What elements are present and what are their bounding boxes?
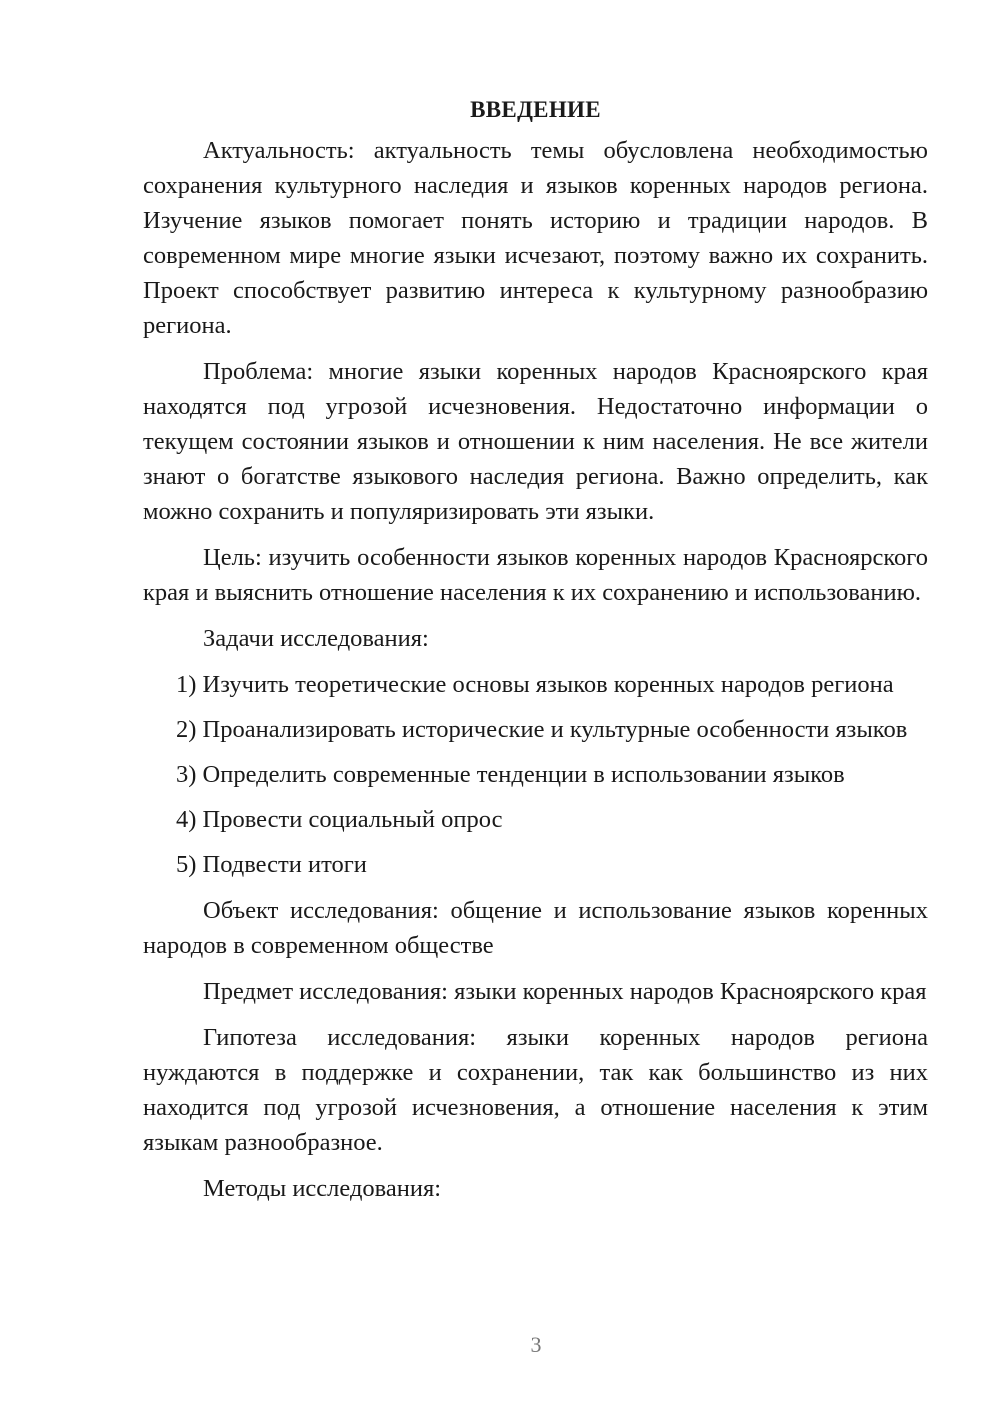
object-paragraph: Объект исследования: общение и использование языков коренных народов в современном обществе [143, 897, 928, 959]
methods-heading: Методы исследования: [203, 1175, 442, 1202]
task-item: 2) Проанализировать исторические и культурные особенности языков [176, 716, 908, 743]
problem-paragraph: Проблема: многие языки коренных народов Красноярского края находятся под угрозой исчезновения. Недостаточно информации о текущем состоянии языков и отношении к ним населения. Не все жители знают о богатстве языкового наследия региона. Важно определить, как можно сохранить и популяризировать эти языки. [143, 358, 928, 525]
tasks-list [143, 667, 928, 882]
task-item: 1) Изучить теоретические основы языков коренных народов региона [176, 671, 894, 698]
page-content [143, 92, 928, 1217]
hypothesis-paragraph: Гипотеза исследования: языки коренных народов региона нуждаются в поддержке и сохранении, так как большинство из них находится под угрозой исчезновения, а отношение населения к этим языкам разнообразное. [143, 1024, 928, 1156]
page-number: 3 [530, 1332, 542, 1357]
task-item: 3) Определить современные тенденции в использовании языков [176, 761, 845, 788]
relevance-paragraph: Актуальность: актуальность темы обусловлена необходимостью сохранения культурного наследия и языков коренных народов региона. Изучение языков помогает понять историю и традиции народов. В современном мире многие языки исчезают, поэтому важно их сохранить. Проект способствует развитию интереса к культурному разнообразию региона. [143, 137, 928, 339]
subject-paragraph: Предмет исследования: языки коренных народов Красноярского края [203, 978, 927, 1005]
task-item: 4) Провести социальный опрос [176, 806, 503, 833]
tasks-heading: Задачи исследования: [203, 625, 429, 652]
task-item: 5) Подвести итоги [176, 851, 367, 878]
section-title: ВВЕДЕНИЕ [470, 97, 601, 122]
goal-paragraph: Цель: изучить особенности языков коренных народов Красноярского края и выяснить отношение населения к их сохранению и использованию. [143, 544, 928, 606]
